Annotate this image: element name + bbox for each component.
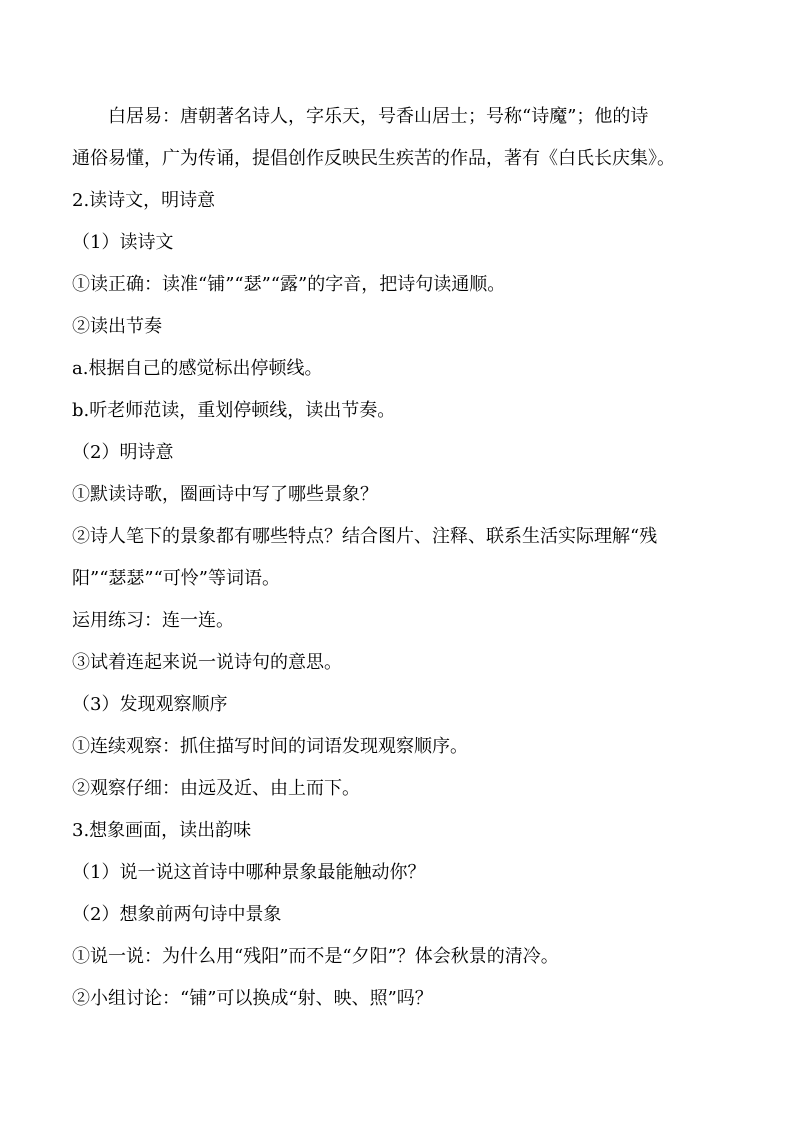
list-item-silent-reading: ①默读诗歌，圈画诗中写了哪些景象？ [72,484,378,505]
list-item-read-correctly: ①读正确：读准“铺”“瑟”“露”的字音，把诗句读通顺。 [72,274,506,295]
section-heading-2: 2.读诗文，明诗意 [72,190,216,211]
list-item-careful-observation: ②观察仔细：由远及近、由上而下。 [72,778,360,799]
list-item-mark-pauses: a.根据自己的感觉标出停顿线。 [72,358,323,379]
subheading-read-poem: （1）读诗文 [72,232,174,253]
subheading-observation-order: （3）发现观察顺序 [72,694,228,715]
subheading-touching-scene: （1）说一说这首诗中哪种景象最能触动你？ [72,862,426,883]
paragraph-bai-juyi-intro-line-1: 白居易：唐朝著名诗人，字乐天，号香山居士；号称“诗魔”；他的诗 [108,106,649,127]
list-item-teacher-reading: b.听老师范读，重划停顿线，读出节奏。 [72,400,396,421]
list-item-explain-meaning: ③试着连起来说一说诗句的意思。 [72,652,342,673]
list-item-continuous-observation: ①连续观察：抓住描写时间的词语发现观察顺序。 [72,736,468,757]
paragraph-bai-juyi-intro-line-2: 通俗易懂，广为传诵，提倡创作反映民生疾苦的作品，著有《白氏长庆集》。 [72,148,675,169]
subheading-imagine-scene: （2）想象前两句诗中景象 [72,904,282,925]
list-item-canyang-question: ①说一说：为什么用“残阳”而不是“夕阳”？体会秋景的清冷。 [72,946,559,967]
subheading-understand-poem: （2）明诗意 [72,442,174,463]
exercise-connect: 运用练习：连一连。 [72,610,234,631]
list-item-scene-features-line-2: 阳”“瑟瑟”“可怜”等词语。 [72,568,281,589]
list-item-read-rhythm: ②读出节奏 [72,316,162,337]
section-heading-3: 3.想象画面，读出韵味 [72,820,252,841]
list-item-group-discussion: ②小组讨论：“铺”可以换成“射、映、照”吗？ [72,988,433,1009]
list-item-scene-features-line-1: ②诗人笔下的景象都有哪些特点？结合图片、注释、联系生活实际理解“残 [72,526,658,547]
